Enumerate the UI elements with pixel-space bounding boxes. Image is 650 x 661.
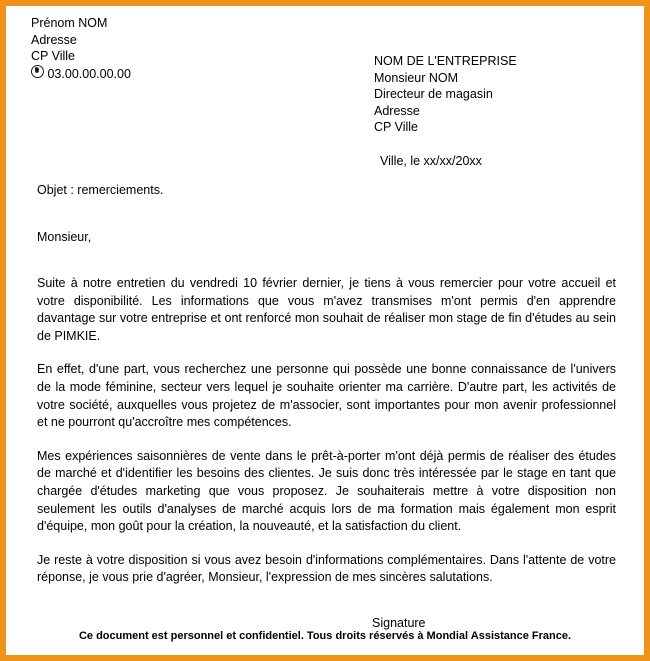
recipient-block [374, 53, 517, 169]
sender-phone: 03.00.00.00.00 [47, 66, 131, 81]
body-paragraph-2: En effet, d'une part, vous recherchez une personne qui possède une bonne connaissance de l'univers de la mode féminine, secteur vers lequel je souhaite orienter ma carrière. D'autre part, les activités de votre société, auxquelles vous projetez de m'associer, sont importantes pour mon avenir professionnel et ne pourront qu'accroître mes compétences. [37, 362, 616, 430]
body-paragraph-4: Je reste à votre disposition si vous avez besoin d'informations complémentaires. Dans l'attente de votre réponse, je vous prie d'agréer, Monsieur, l'expression de mes sincères salutations. [37, 552, 616, 585]
signature-label: Signature [372, 615, 426, 630]
recipient-company: NOM DE L'ENTREPRISE [374, 54, 517, 68]
recipient-city: CP Ville [374, 120, 419, 134]
letter-date: Ville, le xx/xx/20xx [380, 153, 482, 168]
sender-phone-line [31, 65, 131, 83]
letter-salutation: Monsieur, [37, 230, 92, 244]
letter-footer: Ce document est personnel et confidentiel. Tous droits réservés à Mondial Assistance France. [78, 630, 572, 642]
recipient-address: Adresse [374, 103, 420, 118]
recipient-contact: Monsieur NOM [374, 70, 459, 85]
recipient-role: Directeur de magasin [374, 87, 493, 101]
telephone-icon [31, 65, 44, 78]
sender-city: CP Ville [31, 49, 76, 63]
letter-header [31, 15, 620, 168]
body-paragraph-3: Mes expériences saisonnières de vente dans le prêt-à-porter m'ont déjà permis de réaliser des études de marché et d'identifier les besoins des clientes. Je suis donc très intéressée par le stage en tant que chargée d'études marketing que vous proposez. Je souhaiterais mettre à votre disposition non seulement les outils d'analyses de marché acquis lors de ma formation mais également mon esprit d'équipe, mon goût pour la création, la nouveauté, et la satisfaction du client. [37, 448, 616, 534]
sender-address: Adresse [31, 32, 77, 47]
letter-sheet [6, 6, 644, 655]
letter-body [37, 275, 616, 587]
sender-block [31, 15, 131, 82]
body-paragraph-1: Suite à notre entretien du vendredi 10 février dernier, je tiens à vous remercier pour votre accueil et votre disponibilité. Les informations que vous m'avez transmises m'ont permis d'en apprendre davantage sur votre entreprise et ont renforcé mon souhait de réaliser mon stage de fin d'études au sein de PIMKIE. [37, 276, 616, 343]
letter-subject: Objet : remerciements. [37, 183, 164, 197]
sender-name: Prénom NOM [31, 16, 108, 30]
